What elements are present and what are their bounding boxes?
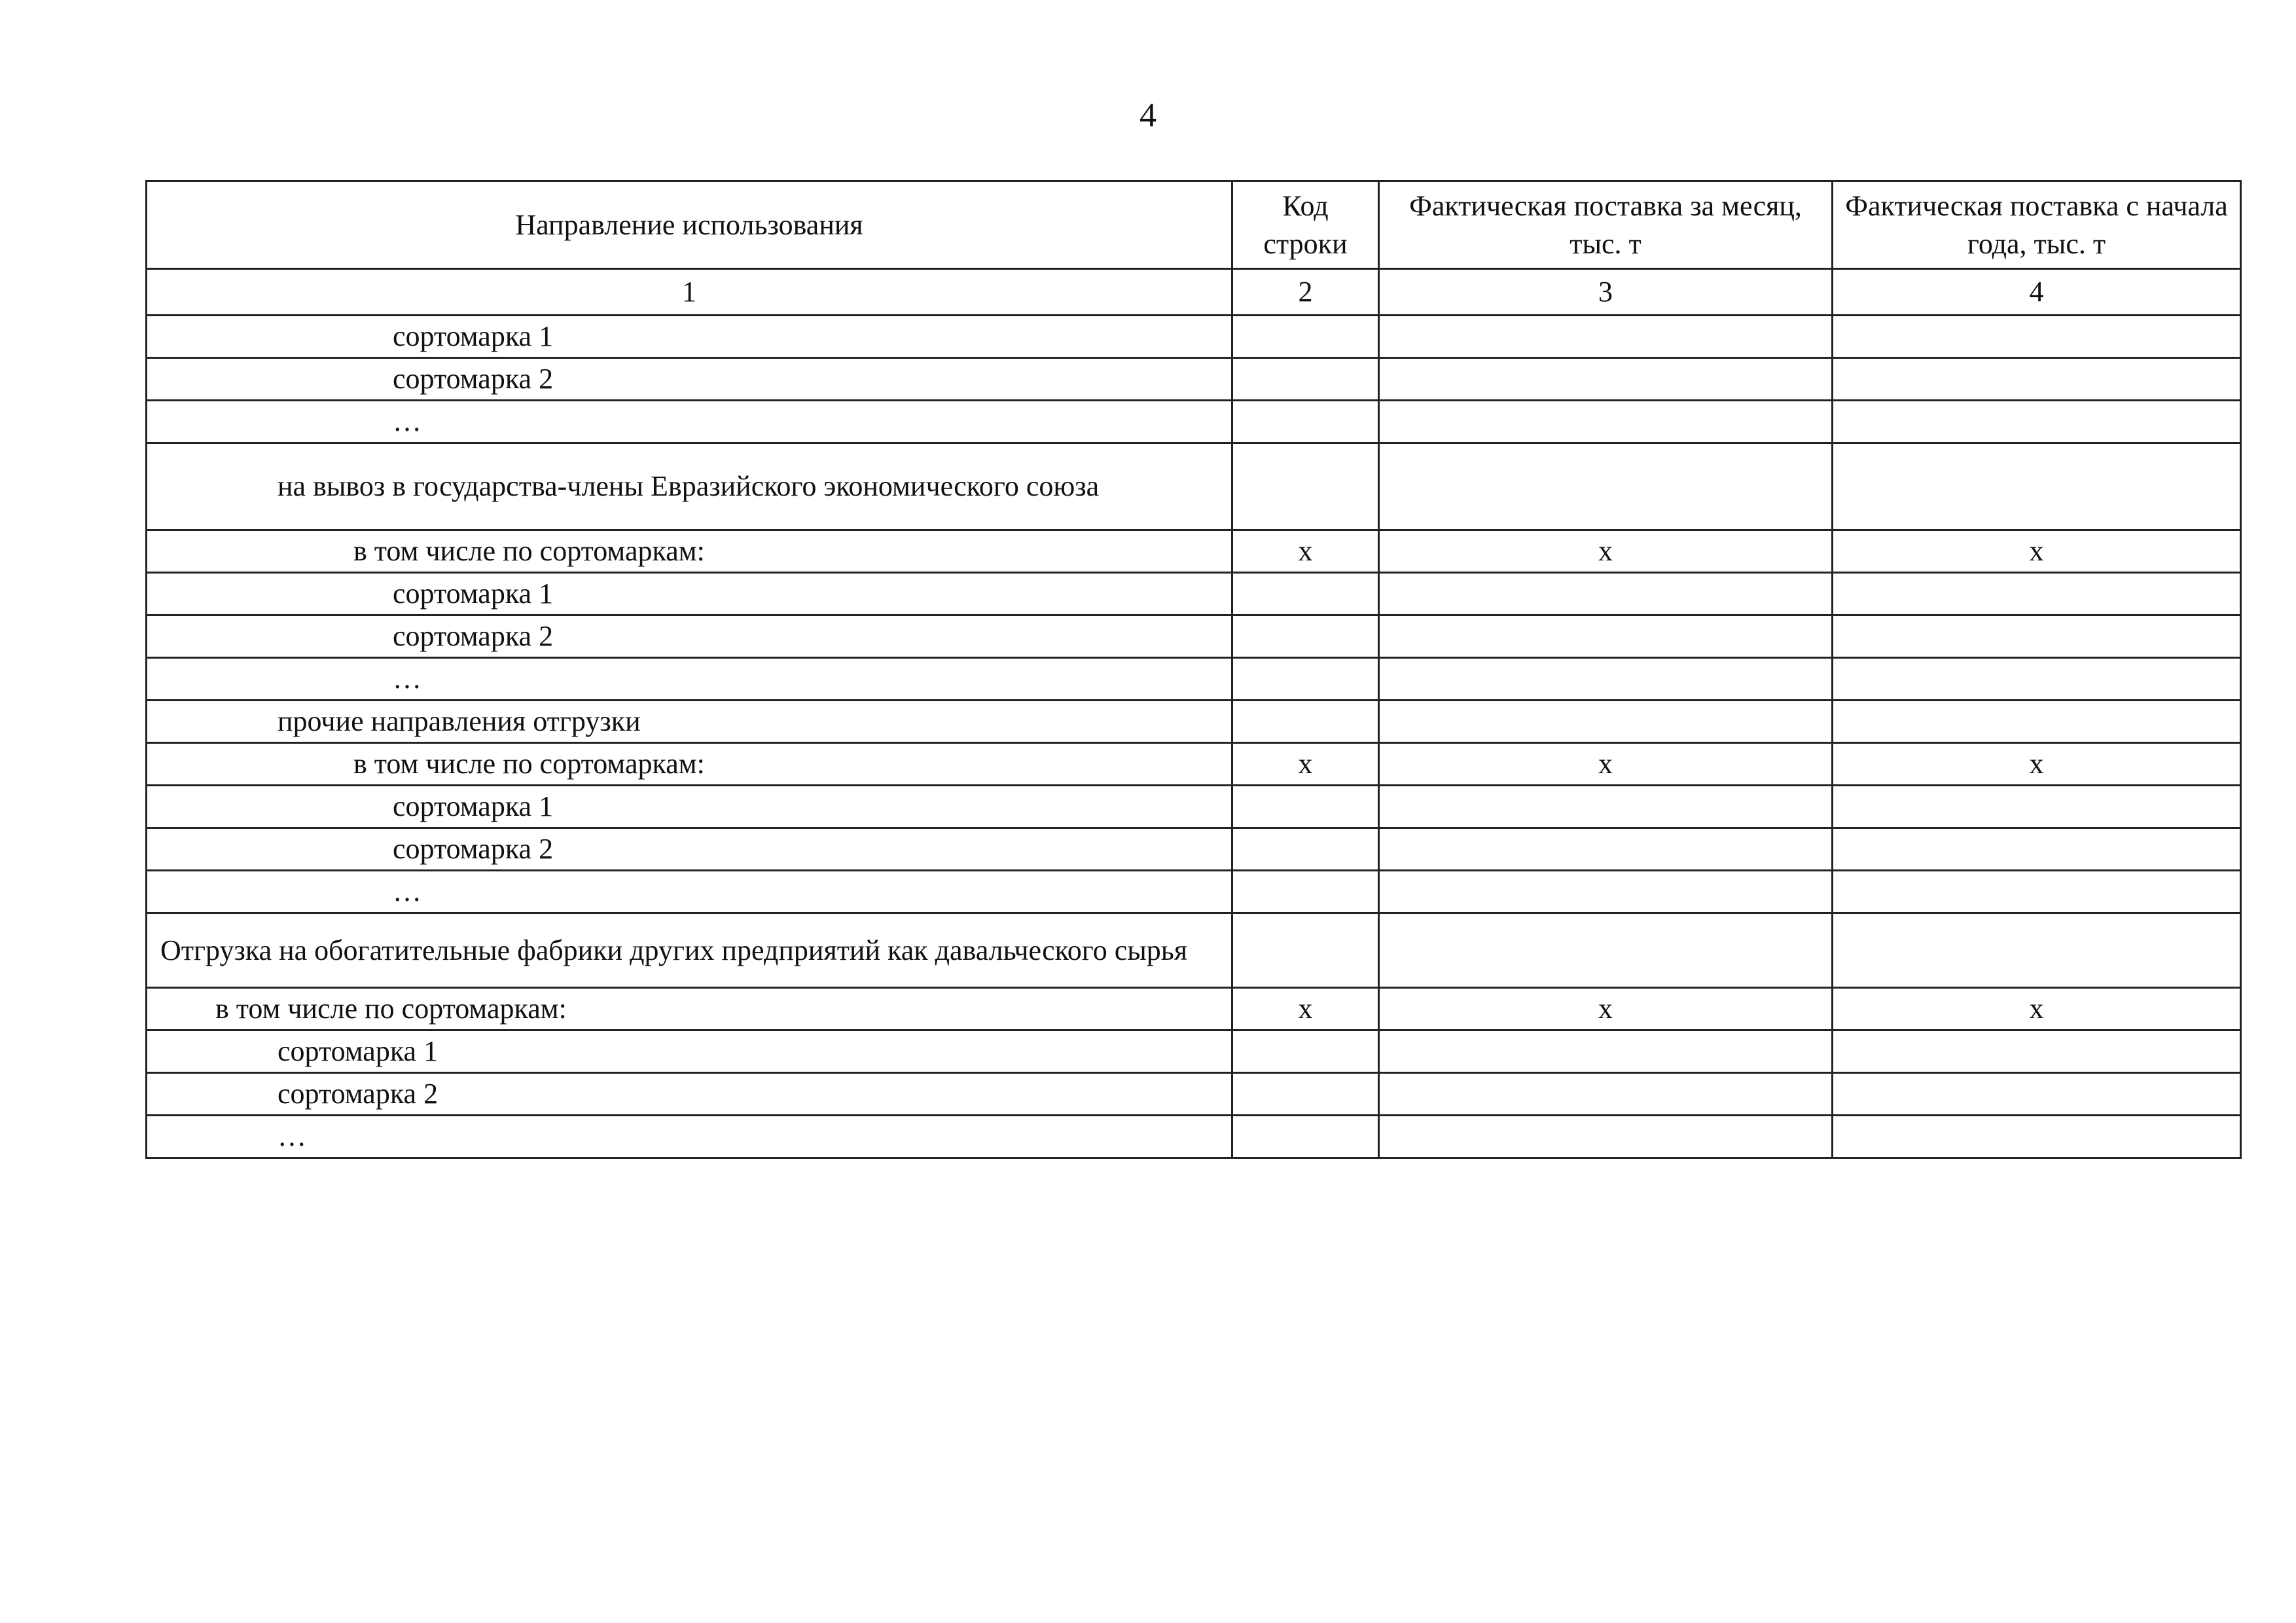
table-cell [1833,443,2241,530]
table-cell: x [1833,988,2241,1030]
table-cell [1232,913,1379,988]
table-row [147,615,2241,658]
column-number: 2 [1232,269,1379,316]
row-label: сортомарка 2 [147,1073,1232,1116]
table-row [147,701,2241,743]
table-cell: x [1379,988,1833,1030]
table-cell: x [1232,743,1379,786]
table-cell [1379,615,1833,658]
column-number: 4 [1833,269,2241,316]
table-cell: x [1232,530,1379,573]
row-label: в том числе по сортомаркам: [147,743,1232,786]
table-cell [1833,701,2241,743]
table-cell [1232,1030,1379,1073]
column-number: 3 [1379,269,1833,316]
table-cell [1379,658,1833,701]
table-cell [1833,316,2241,358]
table-cell [1379,573,1833,615]
row-label: сортомарка 2 [147,615,1232,658]
table-row [147,743,2241,786]
table-row [147,443,2241,530]
row-label: в том числе по сортомаркам: [147,530,1232,573]
table-row [147,401,2241,443]
table-cell [1379,871,1833,913]
table-row [147,871,2241,913]
table-row [147,988,2241,1030]
table-cell [1833,1116,2241,1158]
header-cell-direction: Направление использования [147,181,1232,269]
table-cell [1379,358,1833,401]
table-cell [1232,658,1379,701]
row-label: … [147,658,1232,701]
table-row [147,358,2241,401]
table-cell [1379,316,1833,358]
table-row [147,1073,2241,1116]
table-row [147,573,2241,615]
table-cell [1379,913,1833,988]
table-row [147,1030,2241,1073]
header-row [147,181,2241,269]
table-cell [1833,573,2241,615]
table-row [147,786,2241,828]
table-cell [1379,828,1833,871]
table-cell [1379,1073,1833,1116]
row-label: на вывоз в государства-члены Евразийского экономического союза [147,443,1232,530]
table-cell [1833,828,2241,871]
column-number: 1 [147,269,1232,316]
row-label: в том числе по сортомаркам: [147,988,1232,1030]
table-cell: x [1379,743,1833,786]
table-cell [1379,443,1833,530]
header-cell-line-code: Код строки [1232,181,1379,269]
row-label: Отгрузка на обогатительные фабрики других предприятий как давальческого сырья [147,913,1232,988]
row-label: сортомарка 1 [147,316,1232,358]
table-cell [1232,401,1379,443]
table-cell [1833,871,2241,913]
row-label: … [147,871,1232,913]
row-label: сортомарка 2 [147,358,1232,401]
table-cell [1232,1073,1379,1116]
table-cell [1232,786,1379,828]
table-row [147,828,2241,871]
table-cell: x [1232,988,1379,1030]
row-label: сортомарка 2 [147,828,1232,871]
table-row [147,316,2241,358]
table-row [147,1116,2241,1158]
table-cell [1379,1030,1833,1073]
header-cell-ytd-supply: Фактическая поставка с начала года, тыс. т [1833,181,2241,269]
supply-table [145,180,2242,1159]
table-cell [1232,828,1379,871]
table-cell [1379,786,1833,828]
table-cell [1833,786,2241,828]
table-cell [1232,1116,1379,1158]
table-cell [1379,401,1833,443]
table-cell: x [1833,743,2241,786]
table-row [147,658,2241,701]
table-cell [1833,1073,2241,1116]
table-cell: x [1833,530,2241,573]
table-cell [1232,316,1379,358]
table-cell [1379,701,1833,743]
table-cell [1833,401,2241,443]
table-cell [1379,1116,1833,1158]
row-label: … [147,401,1232,443]
row-label: … [147,1116,1232,1158]
header-cell-monthly-supply: Фактическая поставка за месяц, тыс. т [1379,181,1833,269]
table-row [147,530,2241,573]
table-cell [1232,615,1379,658]
column-number-row [147,269,2241,316]
table-cell [1232,701,1379,743]
table-cell [1833,615,2241,658]
table-cell [1833,358,2241,401]
row-label: сортомарка 1 [147,1030,1232,1073]
row-label: прочие направления отгрузки [147,701,1232,743]
table-cell: x [1379,530,1833,573]
table-cell [1833,658,2241,701]
table-cell [1232,573,1379,615]
table-cell [1833,913,2241,988]
row-label: сортомарка 1 [147,786,1232,828]
table-row [147,913,2241,988]
table-cell [1232,871,1379,913]
table-cell [1232,443,1379,530]
table-cell [1833,1030,2241,1073]
table-cell [1232,358,1379,401]
row-label: сортомарка 1 [147,573,1232,615]
page-number: 4 [1139,97,1157,134]
